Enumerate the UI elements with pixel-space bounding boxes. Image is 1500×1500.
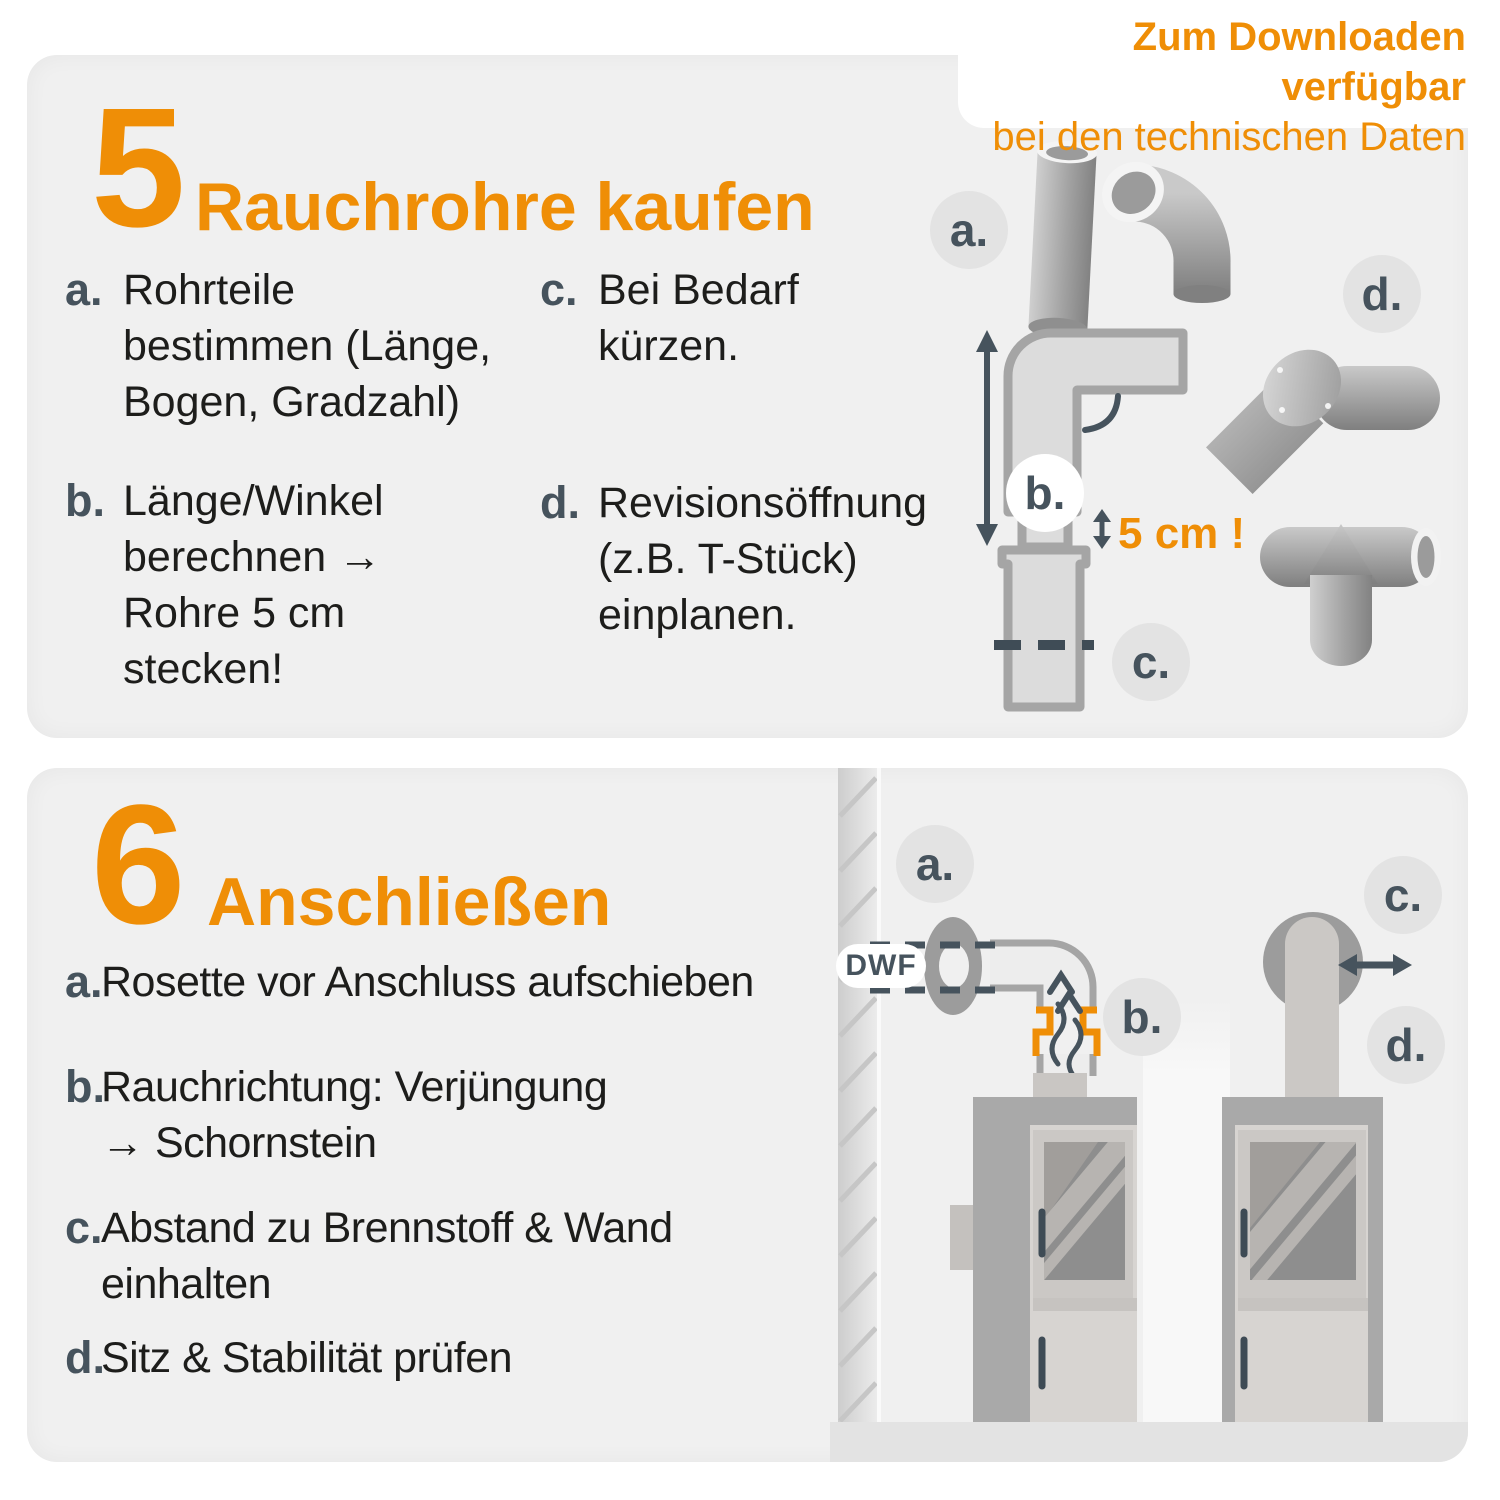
stove-left (950, 1097, 1173, 1422)
step6-item-b (65, 1059, 607, 1171)
step6-item-c (65, 1200, 673, 1312)
download-banner-line1: Zum Downloaden verfügbar (1132, 15, 1466, 109)
item-letter: b. (65, 475, 105, 526)
item-letter: d. (540, 477, 580, 528)
marker-c-badge: c. (1112, 623, 1190, 701)
pipe-straight (1027, 140, 1097, 340)
item-letter: b. (65, 1061, 105, 1112)
item-text: Länge/Winkel berechnen → Rohre 5 cm stecken! (123, 477, 384, 693)
marker-a-badge: a. (930, 191, 1008, 269)
step6-item-a (65, 954, 754, 1010)
item-text: Abstand zu Brennstoff & Wand einhalten (101, 1204, 673, 1308)
step6-item-d (65, 1330, 512, 1386)
stove-collar (1033, 1073, 1087, 1099)
step5-item-b (65, 473, 384, 697)
floor (830, 1422, 1468, 1462)
measure-arrow (976, 330, 998, 546)
pipe-tee (1260, 524, 1441, 666)
item-text: Revisionsöffnung (z.B. T-Stück) einplanen. (598, 479, 928, 639)
step6-title: Anschließen (207, 864, 612, 940)
item-text: Rohrteile bestimmen (Länge, Bogen, Gradzahl) (123, 266, 492, 426)
marker-c-badge: c. (1364, 856, 1442, 934)
wall-type-label: DWF (836, 944, 926, 988)
insert-depth-annotation (1093, 509, 1245, 558)
taper-highlight (1036, 1010, 1097, 1056)
wall-rosette (924, 917, 982, 1015)
marker-d-badge: d. (1367, 1006, 1445, 1084)
download-banner (958, 0, 1500, 159)
item-letter: a. (65, 264, 103, 315)
insert-depth-label: 5 cm ! (1118, 509, 1246, 558)
download-banner-line2: bei den technischen Daten (992, 115, 1466, 159)
item-letter: c. (65, 1202, 103, 1253)
stove-right (1213, 1097, 1396, 1422)
item-text: Rosette vor Anschluss aufschieben (101, 958, 754, 1006)
step5-title: Rauchrohre kaufen (195, 169, 815, 245)
item-letter: d. (65, 1332, 105, 1383)
right-stove-pipe (1263, 912, 1363, 1097)
wall (838, 768, 879, 1424)
pipe-parts-illustration (930, 70, 1468, 730)
item-text: Sitz & Stabilität prüfen (101, 1334, 513, 1382)
step5-item-d (540, 475, 927, 643)
marker-d-badge: d. (1343, 255, 1421, 333)
marker-b-badge: b. (1103, 978, 1181, 1056)
pipe-elbow-90 (1090, 149, 1231, 303)
item-letter: a. (65, 956, 103, 1007)
step5-item-c (540, 262, 799, 374)
item-text: Bei Bedarf kürzen. (598, 266, 799, 370)
background-band (1143, 998, 1230, 1422)
step5-number: 5 (91, 73, 186, 263)
item-letter: c. (540, 264, 578, 315)
step6-number: 6 (91, 770, 186, 960)
pipe-elbow-45 (1206, 334, 1440, 494)
step6-card (27, 768, 1468, 1462)
item-text: Rauchrichtung: Verjüngung → Schornstein (101, 1063, 608, 1167)
marker-b-badge: b. (1006, 454, 1084, 532)
step5-item-a (65, 262, 491, 430)
marker-a-badge: a. (896, 825, 974, 903)
angle-arc (1085, 396, 1118, 430)
